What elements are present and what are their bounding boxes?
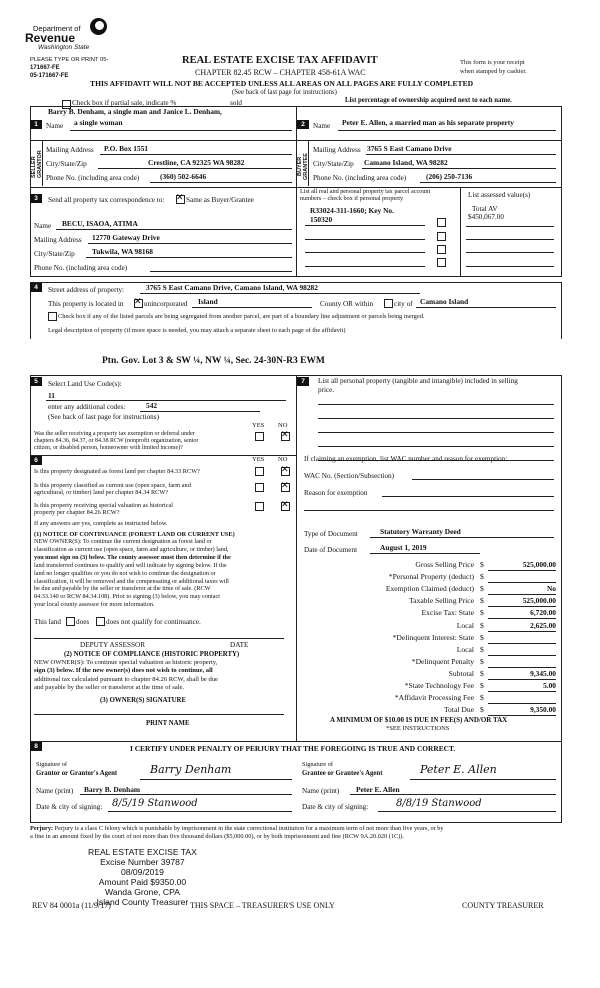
buyer-phone[interactable]: (206) 250-7136	[426, 172, 473, 181]
corr-city[interactable]: Tukwila, WA 98168	[92, 247, 153, 256]
dept-line2: Revenue	[25, 31, 76, 45]
form-number: REV 84 0001a (11/9/17)	[32, 901, 111, 910]
tax-row-dollar: $	[480, 705, 484, 714]
tax-row-dollar: $	[480, 657, 484, 666]
total-av-label: Total AV	[472, 205, 498, 213]
seller-name-line1: Barry B. Denham, a single man and Janice L. Denham,	[48, 107, 222, 116]
does-not-qualify-checkbox[interactable]	[96, 617, 105, 626]
tax-row-label: Exemption Claimed (deduct)	[385, 584, 474, 593]
tax-row-value[interactable]: No	[546, 584, 556, 593]
corr-phone-label: Phone No. (including area code)	[34, 264, 128, 272]
tax-row-label: *Delinquent Interest: State	[392, 633, 474, 642]
tax-row-value[interactable]: 9,345.00	[530, 669, 556, 678]
tax-row-dollar: $	[480, 633, 484, 642]
exemption-yes-checkbox[interactable]	[255, 432, 264, 441]
dept-line3: Washington State	[38, 44, 90, 51]
forest-q3-2: property per chapter 84.26 RCW?	[34, 509, 120, 516]
notice1-body: NEW OWNER(S): To continue the current designation as forest land or classification as current use (open space, farm and agriculture, or timber) land, you must sign on (3) below. The county assessor must then determine if the land transferred continues to qualify and will indicate by signing below. If the land no longer qualifies or you do not wish to continue the designation or classification, it will be removed and the compensating or additional taxes will be due and payable by the seller or transferor at the time of sale. (RCW 84.33.140 or RCW 84.34.108). Prior to signing (3) below, you may contact your local county assessor for more information.	[34, 538, 231, 609]
personal-property-label-2: price.	[318, 386, 335, 394]
grantor-date-label: Date & city of signing:	[36, 803, 103, 811]
perjury-notice: Perjury: Perjury is a class C felony which is punishable by imprisonment in the state correctional institution for a maximum term of not more than five years, or by	[30, 825, 444, 832]
buyer-name[interactable]: Peter E. Allen, a married man as his separate property	[342, 118, 514, 127]
land-use-code[interactable]: 11	[48, 391, 55, 400]
forest-q1-yes[interactable]	[255, 467, 264, 476]
grantor-side-label: GRANTOR	[37, 150, 43, 178]
tax-row-value[interactable]: 525,000.00	[522, 560, 556, 569]
dept-line1: Department of	[33, 24, 81, 33]
notice1-title: (1) NOTICE OF CONTINUANCE (FOREST LAND OR CURRENT USE)	[34, 531, 235, 538]
deputy-assessor-label: DEPUTY ASSESSOR	[80, 641, 146, 649]
certify-statement: I CERTIFY UNDER PENALTY OF PERJURY THAT THE FOREGOING IS TRUE AND CORRECT.	[130, 744, 456, 753]
tax-row-label: Local	[456, 645, 474, 654]
parcel-1-line2[interactable]: 150320	[310, 215, 333, 224]
exemption-q-3: citizen, or disabled person, homeowner with limited income)?	[34, 445, 183, 451]
forest-q1: Is this property designated as forest land per chapter 84.33 RCW?	[34, 468, 200, 475]
receipt-note-1: This form is your receipt	[460, 59, 525, 66]
seller-phone[interactable]: (360) 502-6646	[160, 172, 207, 181]
seller-mailing[interactable]: P.O. Box 1551	[104, 144, 149, 153]
fe-number-2: 05-171667-FE	[30, 73, 69, 79]
unincorporated-label: unincorporated	[144, 300, 188, 308]
ownership-label: List percentage of ownership acquired next to each name.	[345, 97, 512, 104]
parcels-header-1: List all real and personal property tax parcel account	[300, 188, 431, 195]
tax-row-dollar: $	[480, 669, 484, 678]
located-label: This property is located in	[48, 300, 124, 308]
notice2-title: (2) NOTICE OF COMPLIANCE (HISTORIC PROPERTY)	[64, 651, 240, 658]
segregated-label: Check box if any of the listed parcels are being segregated from another parcel, are part of a boundary line adjustment or parcels being merged.	[58, 313, 425, 320]
grantee-side-label: GRANTEE	[303, 153, 309, 180]
corr-name-label: Name	[34, 222, 52, 230]
grantor-print-label: Name (print)	[36, 787, 74, 795]
grantee-date-label: Date & city of signing:	[302, 803, 369, 811]
corr-mailing[interactable]: 12770 Gateway Drive	[92, 233, 160, 242]
section-3-number: 3	[30, 194, 42, 203]
seller-mailing-label: Mailing Address	[46, 146, 94, 154]
parcel-1-line1[interactable]: R33024-311-1660; Key No.	[310, 206, 394, 215]
does-not-label: does not qualify for continuance.	[106, 618, 201, 626]
exemption-wac-label: If claiming an exemption, list WAC number and reason for exemption:	[304, 455, 508, 463]
partial-sale-label: Check box if partial sale, indicate %	[72, 99, 177, 107]
grantor-signature[interactable]: Barry Denham	[150, 763, 232, 776]
tax-row-label: Local	[456, 621, 474, 630]
grantee-sig-label-1: Signature of	[302, 761, 333, 768]
additional-code[interactable]: 542	[146, 401, 158, 410]
buyer-mailing-label: Mailing Address	[313, 146, 361, 154]
grantor-sig-label-1: Signature of	[36, 761, 67, 768]
land-use-see-back: (See back of last page for instructions)	[48, 413, 159, 421]
tax-row-value[interactable]: 5.00	[543, 681, 556, 690]
unincorporated-checkbox[interactable]	[134, 299, 143, 308]
seller-name-label: Name	[46, 122, 64, 130]
grantor-date-city[interactable]: 8/5/19 Stanwood	[112, 798, 198, 809]
total-av-value[interactable]: $450,067.00	[468, 213, 504, 221]
buyer-mailing[interactable]: 3765 S East Camano Drive	[367, 144, 452, 153]
grantee-signature[interactable]: Peter E. Allen	[420, 763, 497, 776]
tax-row-dollar: $	[480, 621, 484, 630]
section-8-number: 8	[30, 742, 42, 751]
tax-row-dollar: $	[480, 584, 484, 593]
tax-row-dollar: $	[480, 572, 484, 581]
tax-row-dollar: $	[480, 596, 484, 605]
reason-label: Reason for exemption	[304, 489, 368, 497]
fe-number-1: 171667-FE	[30, 65, 60, 71]
tax-row-label: Total Due	[443, 705, 474, 714]
grantee-print[interactable]: Peter E. Allen	[356, 785, 400, 794]
tax-row-value[interactable]: 6,720.00	[530, 608, 556, 617]
street-label: Street address of property:	[48, 286, 125, 294]
segregated-checkbox[interactable]	[48, 312, 57, 321]
doc-date-label: Date of Document	[304, 546, 358, 554]
owner-signature-label: (3) OWNER(S) SIGNATURE	[100, 697, 186, 704]
legal-label: Legal description of property (if more space is needed, you may attach a separate sheet to each page of the affidavit)	[48, 327, 346, 334]
street-address[interactable]: 3765 S East Camano Drive, Camano Island, WA 98282	[146, 283, 318, 292]
forest-q2-1: Is this property classified as current use (open space, farm and	[34, 482, 191, 489]
tax-row-dollar: $	[480, 560, 484, 569]
seller-city[interactable]: Crestline, CA 92325 WA 98282	[148, 158, 245, 167]
tax-row-dollar: $	[480, 681, 484, 690]
section-2-number: 2	[297, 120, 309, 129]
this-land-label: This land	[34, 618, 61, 626]
forest-no: NO	[278, 456, 288, 463]
exemption-q-2: chapters 84.36, 84.37, or 84.38 RCW (nonprofit organization, senior	[34, 438, 199, 444]
tax-row-label: Excise Tax: State	[421, 608, 474, 617]
tax-row-value[interactable]: 2,625.00	[530, 621, 556, 630]
section-7-number: 7	[297, 377, 309, 386]
tax-row-label: *State Technology Fee	[404, 681, 474, 690]
tax-row-label: *Affidavit Processing Fee	[394, 693, 474, 702]
tax-row-label: *Delinquent Penalty	[411, 657, 474, 666]
tax-row-dollar: $	[480, 693, 484, 702]
seller-side-label: SELLER	[31, 156, 37, 178]
corr-city-label: City/State/Zip	[34, 250, 75, 258]
tax-row-label: Taxable Selling Price	[409, 596, 474, 605]
grantee-sig-label-2: Grantee or Grantee's Agent	[302, 770, 383, 777]
parcels-header-2: numbers – check box if personal property	[300, 195, 404, 202]
seller-phone-label: Phone No. (including area code)	[46, 174, 140, 182]
tax-row-value[interactable]: 525,000.00	[522, 596, 556, 605]
tax-row-value[interactable]: 9,350.00	[530, 705, 556, 714]
personal-property-label-1: List all personal property (tangible and intangible) included in selling	[318, 377, 518, 385]
doc-type[interactable]: Statutory Warranty Deed	[380, 527, 461, 536]
legal-description[interactable]: Ptn. Gov. Lot 3 & SW ¼, NW ¼, Sec. 24-30N-R3 EWM	[102, 356, 325, 366]
tax-row-dollar: $	[480, 645, 484, 654]
form-chapter: CHAPTER 82.45 RCW – CHAPTER 458-61A WAC	[195, 68, 366, 77]
forest-q3-yes[interactable]	[255, 502, 264, 511]
section-1-number: 1	[30, 120, 42, 129]
city-of-label: city of	[394, 300, 413, 308]
treasurer-space: THIS SPACE – TREASURER'S USE ONLY	[190, 901, 335, 910]
corr-name[interactable]: BECU, ISAOA, ATIMA	[62, 219, 138, 228]
notice2-body: NEW OWNER(S): To continue special valuation as historic property, sign (3) below. If the new owner(s) does not wish to continue, all additional tax calculated pursuant to chapter 84.26 RCW, shall be due and payable by the seller or transferor at the time of sale.	[34, 659, 218, 691]
seller-city-label: City/State/Zip	[46, 160, 87, 168]
minimum-due: A MINIMUM OF $10.00 IS DUE IN FEE(S) AND/OR TAX	[330, 716, 508, 724]
exemption-q-1: Was the seller receiving a property tax exemption or deferral under	[34, 431, 195, 437]
correspondence-label: Send all property tax correspondence to:	[48, 196, 165, 204]
parcel-3-personal-checkbox[interactable]	[437, 245, 446, 254]
forest-q3-no[interactable]	[281, 502, 290, 511]
does-label: does	[76, 618, 90, 626]
county-treasurer: COUNTY TREASURER	[462, 901, 544, 910]
buyer-name-label: Name	[313, 122, 331, 130]
section-6-number: 6	[30, 456, 42, 465]
print-name-label: PRINT NAME	[146, 720, 190, 727]
partial-sale-sold: sold	[230, 99, 242, 107]
land-use-no: NO	[278, 422, 288, 429]
forest-q1-no[interactable]	[281, 467, 290, 476]
form-title: REAL ESTATE EXCISE TAX AFFIDAVIT	[182, 55, 378, 66]
see-back-note: (See back of last page for instructions)	[232, 89, 337, 96]
tax-row-dollar: $	[480, 608, 484, 617]
forest-yes: YES	[252, 456, 265, 463]
assessed-header: List assessed value(s)	[468, 191, 531, 199]
parcel-2-personal-checkbox[interactable]	[437, 232, 446, 241]
treasurer-stamp: REAL ESTATE EXCISE TAX Excise Number 39787 08/09/2019 Amount Paid $9350.00 Wanda Grone, CPA Island County Treasurer	[88, 847, 197, 907]
date-label: DATE	[230, 641, 249, 649]
perjury-notice-2: a fine in an amount fixed by the court of not more than five thousand dollars ($5,000.00), or by both imprisonment and fine (RCW 9A.20.020 (1C)).	[30, 833, 404, 840]
buyer-phone-label: Phone No. (including area code)	[313, 174, 407, 182]
city-of-value[interactable]: Camano Island	[420, 297, 469, 306]
section-4-number: 4	[30, 283, 42, 292]
additional-codes-label: enter any additional codes:	[48, 403, 126, 411]
wac-no-label: WAC No. (Section/Subsection)	[304, 472, 395, 480]
exemption-no-checkbox[interactable]	[281, 432, 290, 441]
doc-type-label: Type of Document	[304, 530, 358, 538]
see-instructions: *SEE INSTRUCTIONS	[386, 725, 450, 732]
buyer-city-label: City/State/Zip	[313, 160, 354, 168]
buyer-side-label: BUYER	[297, 156, 303, 176]
forest-if-yes: If any answers are yes, complete as instructed below.	[34, 520, 168, 527]
print-note: PLEASE TYPE OR PRINT 05-	[30, 57, 109, 63]
doc-date[interactable]: August 1, 2019	[380, 543, 427, 552]
seller-name-line2: a single woman	[74, 118, 123, 127]
land-use-label: Select Land Use Code(s):	[48, 380, 122, 388]
land-use-yes: YES	[252, 422, 265, 429]
forest-q2-no[interactable]	[281, 483, 290, 492]
tax-row-label: *Personal Property (deduct)	[388, 572, 474, 581]
parcel-4-personal-checkbox[interactable]	[437, 258, 446, 267]
grantee-date-city[interactable]: 8/8/19 Stanwood	[396, 798, 482, 809]
corr-mailing-label: Mailing Address	[34, 236, 82, 244]
county-value[interactable]: Island	[198, 297, 218, 306]
buyer-city[interactable]: Camano Island, WA 98282	[364, 158, 448, 167]
county-within-label: County OR within	[320, 300, 374, 308]
parcel-1-personal-checkbox[interactable]	[437, 218, 446, 227]
receipt-note-2: when stamped by cashier.	[460, 68, 527, 75]
grantee-print-label: Name (print)	[302, 787, 340, 795]
tax-row-label: Subtotal	[448, 669, 474, 678]
same-as-buyer-label: Same as Buyer/Grantee	[186, 196, 254, 204]
grantor-sig-label-2: Grantor or Grantor's Agent	[36, 770, 118, 777]
forest-q3-1: Is this property receiving special valuation as historical	[34, 502, 174, 509]
city-of-checkbox[interactable]	[384, 299, 393, 308]
does-qualify-checkbox[interactable]	[66, 617, 75, 626]
forest-q2-2: agricultural, or timber) land per chapter 84.34 RCW?	[34, 489, 169, 496]
tax-row-label: Gross Selling Price	[415, 560, 474, 569]
same-as-buyer-checkbox[interactable]	[176, 195, 185, 204]
forest-q2-yes[interactable]	[255, 483, 264, 492]
section-5-number: 5	[30, 377, 42, 386]
grantor-print[interactable]: Barry B. Denham	[84, 785, 141, 794]
warning-text: THIS AFFIDAVIT WILL NOT BE ACCEPTED UNLESS ALL AREAS ON ALL PAGES ARE FULLY COMPLETED	[90, 79, 474, 88]
